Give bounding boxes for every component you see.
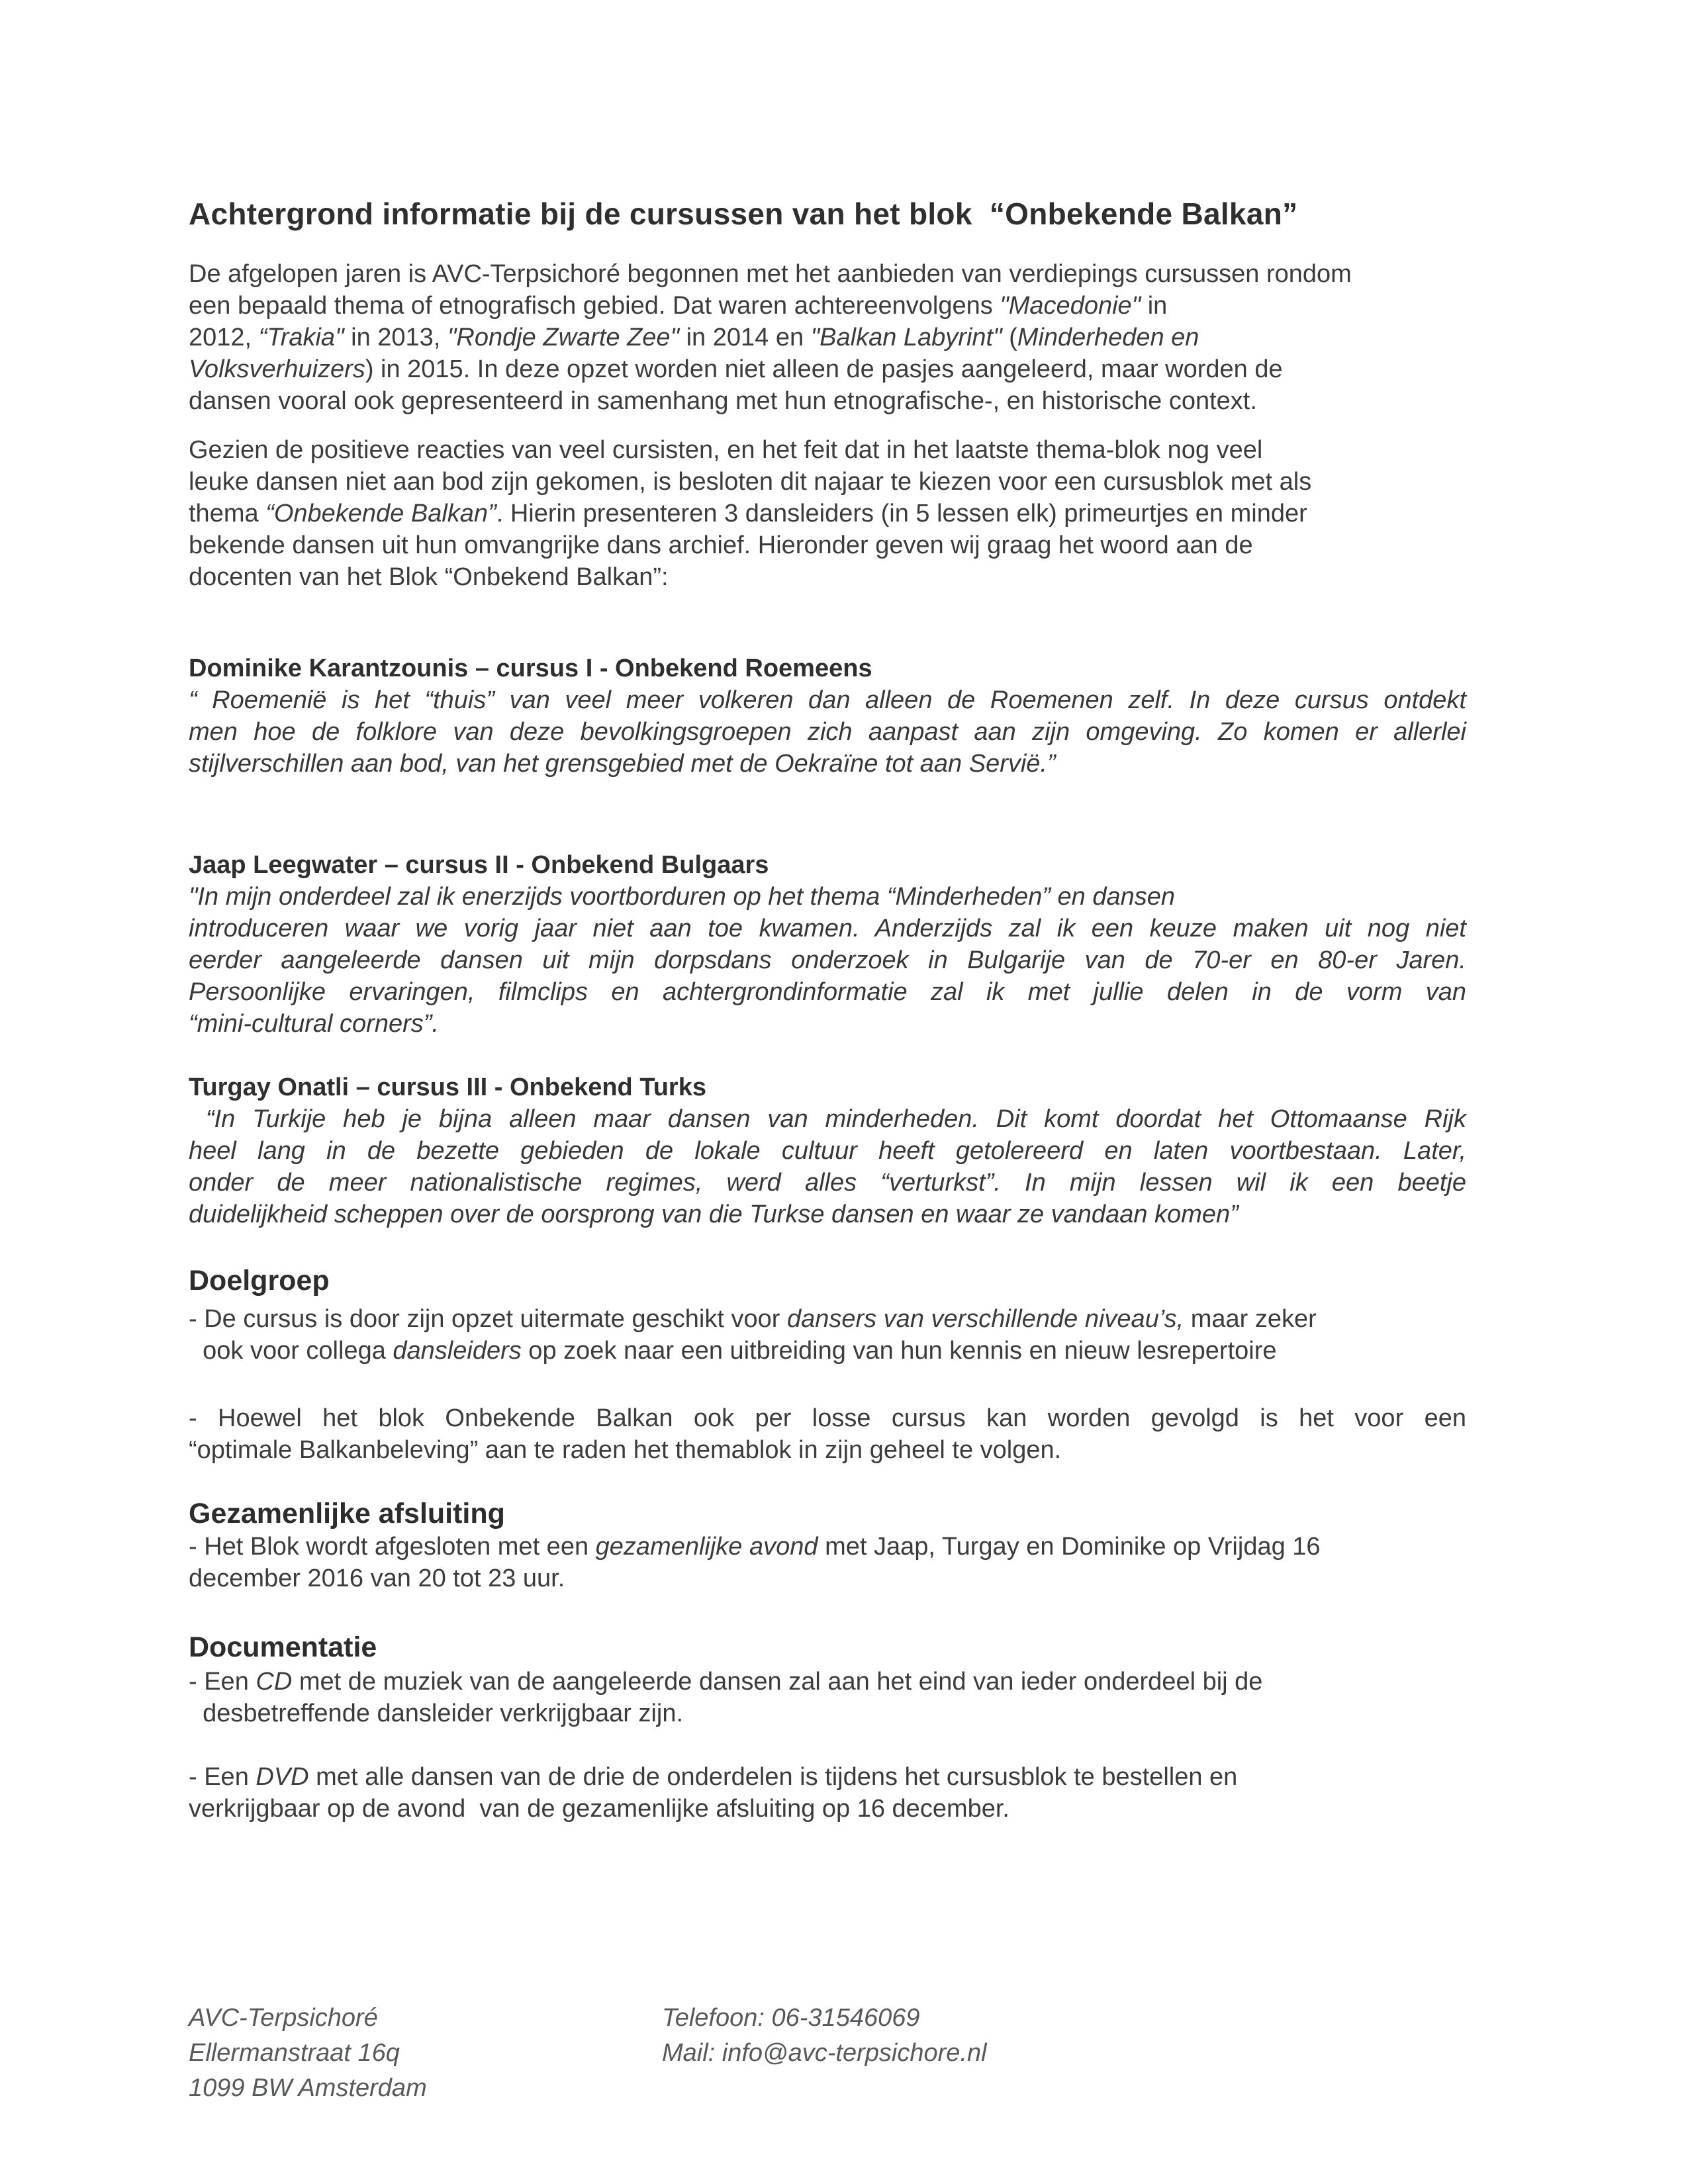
section-heading-afsluiting-line-1	[189, 1496, 1466, 1531]
text-run: "In mijn onderdeel zal ik enerzijds voortborduren op het thema “Minderheden” en dansen	[189, 883, 1176, 911]
text-run: “ Roemenië is het “thuis” van veel meer volkeren dan alleen de Roemenen zelf. In deze cursus ontdekt	[189, 686, 1466, 714]
intro-paragraph-1-line-5	[189, 385, 1466, 417]
footer-org-name: AVC-Terpsichoré	[189, 2004, 378, 2032]
section-heading-documentatie-line-1	[189, 1630, 1466, 1664]
text-run: “In Turkije heb je bijna alleen maar dansen van minderheden. Dit komt doordat het Ottomaanse Rijk	[189, 1105, 1466, 1133]
doelgroep-item-2	[189, 1402, 1466, 1466]
text-run: “Onbekende Balkan”	[265, 500, 496, 527]
intro-paragraph-2-line-3	[189, 498, 1466, 529]
text-run: "Macedonie"	[1000, 292, 1141, 320]
text-run: “mini-cultural corners”.	[189, 1010, 439, 1038]
text-run: op zoek naar een uitbreiding van hun kennis en nieuw lesrepertoire	[521, 1337, 1277, 1365]
course-heading-turgay	[189, 1071, 1466, 1103]
footer-phone: Telefoon: 06-31546069	[662, 2004, 920, 2032]
course-quote-turgay-line-4	[189, 1199, 1466, 1230]
text-run: "Balkan Labyrint"	[810, 324, 1002, 351]
text-run: gezamenlijke avond	[595, 1533, 818, 1561]
course-quote-turgay-line-3	[189, 1167, 1466, 1199]
afsluiting-item-line-1	[189, 1531, 1466, 1563]
course-quote-dominike	[189, 684, 1466, 780]
document-body	[189, 258, 1466, 1825]
text-run: thema	[189, 500, 266, 527]
text-run: in	[1141, 292, 1168, 320]
text-run: CD	[256, 1668, 293, 1696]
text-run: Minderheden en	[1017, 324, 1199, 351]
text-run: docenten van het Blok “Onbekend Balkan”:	[189, 563, 669, 591]
text-run: verkrijgbaar op de avond van de gezamenlijke afsluiting op 16 december.	[189, 1795, 1009, 1823]
doelgroep-item-1-line-1	[189, 1303, 1466, 1335]
course-quote-jaap-line-4	[189, 976, 1466, 1008]
documentatie-item-dvd	[189, 1761, 1466, 1825]
doelgroep-item-2-line-1	[189, 1402, 1466, 1434]
documentatie-item-cd-line-2	[189, 1698, 1466, 1729]
course-heading-turgay-line-1	[189, 1071, 1466, 1103]
text-run: . Hierin presenteren 3 dansleiders (in 5 lessen elk) primeurtjes en minder	[496, 500, 1307, 527]
course-quote-jaap-line-1	[189, 881, 1466, 913]
text-run: met Jaap, Turgay en Dominike op Vrijdag 16	[818, 1533, 1321, 1561]
intro-paragraph-1-line-3	[189, 322, 1466, 353]
footer-city: 1099 BW Amsterdam	[189, 2074, 427, 2102]
text-run: Gezien de positieve reacties van veel cursisten, en het feit dat in het laatste thema-blok nog veel	[189, 436, 1263, 464]
text-run: in 2014 en	[679, 324, 811, 351]
footer	[189, 2001, 1466, 2106]
text-run: De afgelopen jaren is AVC-Terpsichoré begonnen met het aanbieden van verdiepings cursussen rondom	[189, 260, 1352, 288]
intro-paragraph-1-line-4	[189, 353, 1466, 385]
course-quote-jaap-line-2	[189, 913, 1466, 944]
section-heading-afsluiting	[189, 1496, 1466, 1531]
intro-paragraph-2-line-5	[189, 561, 1466, 593]
document-title: Achtergrond informatie bij de cursussen van het blok “Onbekende Balkan”	[189, 197, 1298, 231]
text-run: met alle dansen van de drie de onderdelen is tijdens het cursusblok te bestellen en	[308, 1763, 1238, 1791]
text-run: december 2016 van 20 tot 23 uur.	[189, 1565, 565, 1592]
intro-paragraph-2-line-2	[189, 466, 1466, 498]
course-quote-turgay-line-1	[189, 1103, 1466, 1135]
text-run: bekende dansen uit hun omvangrijke dans archief. Hieronder geven wij graag het woord aan de	[189, 531, 1253, 559]
text-run: - De cursus is door zijn opzet uitermate geschikt voor	[189, 1305, 787, 1333]
documentatie-item-cd-line-1	[189, 1666, 1466, 1698]
text-run: - Hoewel het blok Onbekende Balkan ook per losse cursus kan worden gevolgd is het voor een	[189, 1404, 1466, 1432]
text-run: 2012,	[189, 324, 259, 351]
intro-paragraph-2	[189, 434, 1466, 593]
text-run: - Een	[189, 1668, 256, 1696]
afsluiting-item-line-2	[189, 1563, 1466, 1594]
footer-street: Ellermanstraat 16q	[189, 2039, 400, 2067]
text-run: maar zeker	[1184, 1305, 1317, 1333]
text-run: dansleiders	[393, 1337, 522, 1365]
doelgroep-item-1-line-2	[189, 1335, 1466, 1367]
text-run: dansen vooral ook gepresenteerd in samenhang met hun etnografische-, en historische context.	[189, 387, 1257, 415]
text-run: Turgay Onatli – cursus III - Onbekend Turks	[189, 1073, 706, 1101]
text-run: men hoe de folklore van deze bevolkingsgroepen zich aanpast aan zijn omgeving. Zo komen er allerlei	[189, 718, 1466, 746]
text-run: DVD	[256, 1763, 309, 1791]
course-quote-dominike-line-1	[189, 684, 1466, 716]
documentatie-item-dvd-line-1	[189, 1761, 1466, 1793]
text-run: “Trakia"	[258, 324, 344, 351]
text-run: ook voor collega	[189, 1337, 393, 1365]
section-heading-documentatie	[189, 1630, 1466, 1664]
course-heading-dominike	[189, 653, 1466, 684]
course-quote-jaap	[189, 881, 1466, 1040]
footer-address-block	[189, 2001, 662, 2106]
course-heading-dominike-line-1	[189, 653, 1466, 684]
documentatie-item-dvd-line-2	[189, 1793, 1466, 1825]
doelgroep-item-1	[189, 1303, 1466, 1367]
text-run: - Het Blok wordt afgesloten met een	[189, 1533, 596, 1561]
course-heading-jaap-line-1	[189, 849, 1466, 881]
text-run: leuke dansen niet aan bod zijn gekomen, is besloten dit najaar te kiezen voor een cursusblok met als	[189, 468, 1312, 496]
course-quote-turgay	[189, 1103, 1466, 1230]
text-run: heel lang in de bezette gebieden de lokale cultuur heeft getolereerd en laten voortbestaan. Later,	[189, 1137, 1466, 1165]
course-quote-dominike-line-3	[189, 748, 1466, 780]
text-run: Gezamenlijke afsluiting	[189, 1498, 505, 1529]
section-heading-doelgroep	[189, 1263, 1466, 1298]
text-run: “optimale Balkanbeleving” aan te raden het themablok in zijn geheel te volgen.	[189, 1436, 1062, 1464]
course-quote-dominike-line-2	[189, 716, 1466, 748]
text-run: met de muziek van de aangeleerde dansen zal aan het eind van ieder onderdeel bij de	[292, 1668, 1263, 1696]
text-run: ) in 2015. In deze opzet worden niet alleen de pasjes aangeleerd, maar worden de	[365, 355, 1283, 383]
text-run: Documentatie	[189, 1631, 377, 1663]
footer-mail: Mail: info@avc-terpsichore.nl	[662, 2039, 987, 2067]
course-quote-jaap-line-3	[189, 944, 1466, 976]
intro-paragraph-1	[189, 258, 1466, 417]
text-run: eerder aangeleerde dansen uit mijn dorpsdans onderzoek in Bulgarije van de 70-er en 80-er Jaren.	[189, 946, 1466, 974]
text-run: dansers van verschillende niveau’s,	[786, 1305, 1184, 1333]
text-run: desbetreffende dansleider verkrijgbaar zijn.	[189, 1700, 684, 1727]
text-run: Jaap Leegwater – cursus II - Onbekend Bulgaars	[189, 851, 769, 879]
text-run: stijlverschillen aan bod, van het grensgebied met de Oekraïne tot aan Servië.”	[189, 750, 1056, 778]
text-run: introduceren waar we vorig jaar niet aan toe kwamen. Anderzijds zal ik een keuze maken uit nog niet	[189, 915, 1466, 942]
doelgroep-item-2-line-2	[189, 1434, 1466, 1466]
text-run: duidelijkheid scheppen over de oorsprong van die Turkse dansen en waar ze vandaan komen”	[189, 1201, 1239, 1228]
text-run: Volksverhuizers	[189, 355, 365, 383]
section-heading-doelgroep-line-1	[189, 1263, 1466, 1298]
text-run: een bepaald thema of etnografisch gebied. Dat waren achtereenvolgens	[189, 292, 1000, 320]
documentatie-item-cd	[189, 1666, 1466, 1729]
intro-paragraph-1-line-2	[189, 290, 1466, 322]
course-quote-turgay-line-2	[189, 1135, 1466, 1167]
text-run: "Rondje Zwarte Zee"	[447, 324, 680, 351]
footer-contact-block	[662, 2001, 1466, 2106]
afsluiting-item	[189, 1531, 1466, 1594]
intro-paragraph-2-line-4	[189, 529, 1466, 561]
text-run: Doelgroep	[189, 1265, 330, 1297]
text-run: onder de meer nationalistische regimes, werd alles “verturkst”. In mijn lessen wil ik een beetje	[189, 1169, 1466, 1197]
course-quote-jaap-line-5	[189, 1008, 1466, 1040]
intro-paragraph-2-line-1	[189, 434, 1466, 466]
text-run: in 2013,	[344, 324, 447, 351]
text-run: Dominike Karantzounis – cursus I - Onbekend Roemeens	[189, 655, 872, 682]
course-heading-jaap	[189, 849, 1466, 881]
text-run: Persoonlijke ervaringen, filmclips en achtergrondinformatie zal ik met jullie delen in de vorm van	[189, 978, 1466, 1006]
text-run: (	[1002, 324, 1017, 351]
intro-paragraph-1-line-1	[189, 258, 1466, 290]
text-run: - Een	[189, 1763, 256, 1791]
